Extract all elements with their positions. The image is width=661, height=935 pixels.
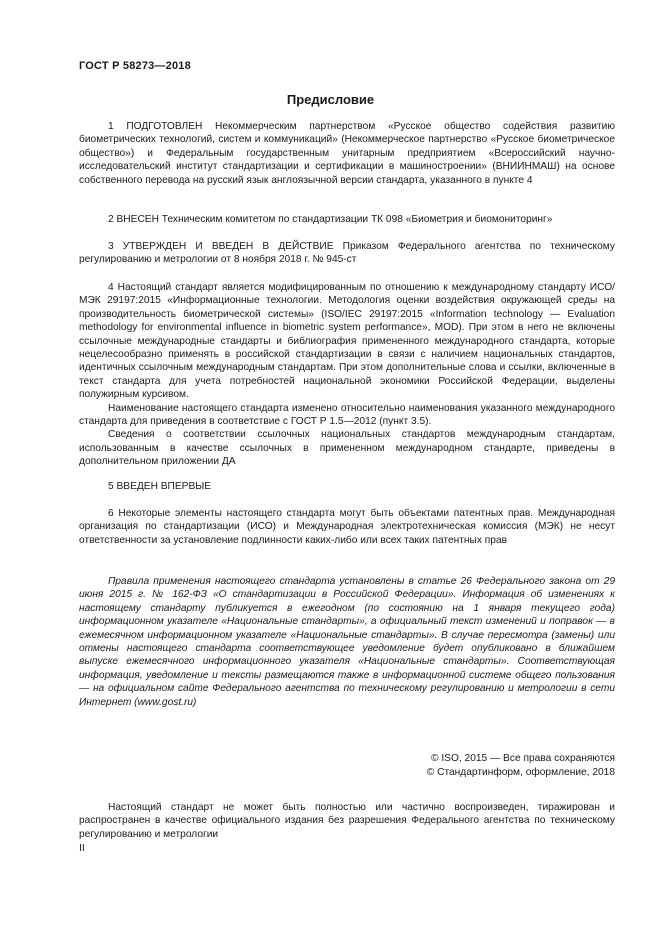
copyright-block [427, 752, 615, 780]
standard-id-header: ГОСТ Р 58273—2018 [79, 60, 191, 72]
copyright-iso: © ISO, 2015 — Все права сохраняются [431, 753, 615, 764]
section-2 [79, 213, 615, 226]
section-4-paragraph-1: 4 Настоящий стандарт является модифицированным по отношению к международному стандарту ИСО/МЭК 29197:2015 «Информационные технологии. Методология оценки воздействия окружающей среды на производительность биометрической системы» (ISO/IEC 29197:2015 «Information technology — Evaluation methodology for environmental influence in biometric system performance», MOD). При этом в него не включены ссылочные международные стандарты и библиография примененного международного стандарта, которые нецелесообразно применять в российской стандартизации в связи с наличием национальных стандартов, идентичных ссылочным международным стандартам. При этом дополнительные слова и ссылки, включенные в текст стандарта для учета потребностей национальной экономики Российской Федерации, выделены полужирным курсивом. [79, 282, 615, 401]
reproduction-notice [79, 801, 615, 841]
reproduction-notice-text: Настоящий стандарт не может быть полностью или частично воспроизведен, тиражирован и распространен в качестве официального издания без разрешения Федерального агентства по техническому регулированию и метрологии [79, 802, 615, 840]
section-1-text: 1 ПОДГОТОВЛЕН Некоммерческим партнерством «Русское общество содействия развитию биометрических технологий, систем и коммуникаций» (Некоммерческое партнерство «Русское биометрическое общество») и Федеральным государственным унитарным предприятием «Всероссийский научно-исследовательский институт стандартизации и сертификации в машиностроении» (ВНИИНМАШ) на основе собственного перевода на русский язык англоязычной версии стандарта, указанного в пункте 4 [79, 121, 615, 186]
section-6 [79, 507, 615, 547]
section-3-text: 3 УТВЕРЖДЕН И ВВЕДЕН В ДЕЙСТВИЕ Приказом Федерального агентства по техническому регулированию и метрологии от 8 ноября 2018 г. № 945-ст [79, 241, 615, 266]
section-3 [79, 240, 615, 267]
page-title: Предисловие [286, 92, 375, 107]
page-number: II [79, 842, 85, 854]
rules-note-text: Правила применения настоящего стандарта установлены в статье 26 Федерального закона от 29 июня 2015 г. № 162-ФЗ «О стандартизации в Российской Федерации». Информация об изменениях к настоящему стандарту публикуется в ежегодном (по состоянию на 1 января текущего года) информационном указателе «Национальные стандарты», а официальный текст изменений и поправок — в ежемесячном информационном указателе «Национальные стандарты». В случае пересмотра (замены) или отмены настоящего стандарта соответствующее уведомление будет опубликовано в ближайшем выпуске ежемесячного информационного указателя «Национальные стандарты». Соответствующая информация, уведомление и тексты размещаются также в информационной системе общего пользования — на официальном сайте Федерального агентства по техническому регулированию и метрологии в сети Интернет (www.gost.ru) [79, 576, 615, 708]
section-4 [79, 281, 615, 469]
section-4-paragraph-3: Сведения о соответствии ссылочных национальных стандартов международным стандартам, использованным в качестве ссылочных в примененном международном стандарте, приведены в дополнительном приложении ДА [79, 429, 615, 468]
section-1 [79, 120, 615, 187]
section-2-text: 2 ВНЕСЕН Техническим комитетом по стандартизации ТК 098 «Биометрия и биомониторинг» [108, 214, 553, 225]
section-4-paragraph-2: Наименование настоящего стандарта изменено относительно наименования указанного международного стандарта для приведения в соответствие с ГОСТ Р 1.5—2012 (пункт 3.5). [79, 402, 615, 428]
section-5-text: 5 ВВЕДЕН ВПЕРВЫЕ [108, 481, 212, 492]
copyright-standartinform: © Стандартинформ, оформление, 2018 [426, 767, 615, 778]
section-5 [79, 480, 615, 493]
section-6-text: 6 Некоторые элементы настоящего стандарта могут быть объектами патентных прав. Международная организация по стандартизации (ИСО) и Международная электротехническая комиссия (МЭК) не несут ответственности за установление подлинности каких-либо или всех таких патентных прав [79, 508, 615, 546]
rules-note [79, 575, 615, 709]
